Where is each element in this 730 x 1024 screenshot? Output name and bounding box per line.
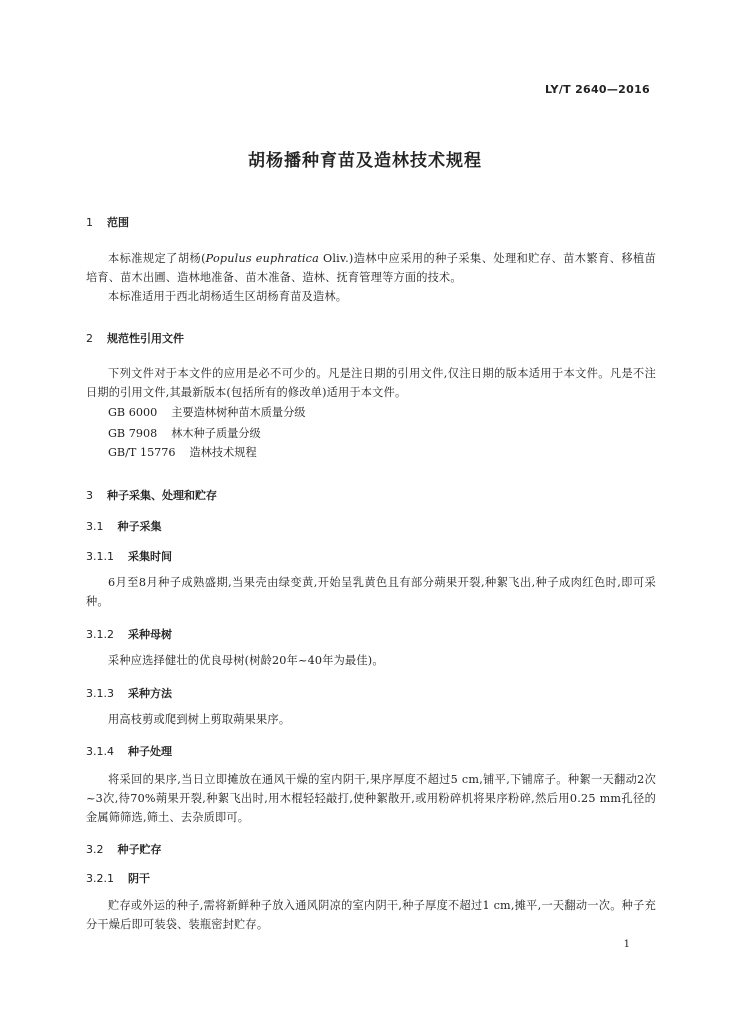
reference-item — [108, 444, 257, 460]
section-title: 采集时间 — [128, 550, 172, 563]
section-number: 1 — [86, 216, 93, 229]
section-3-1-3-paragraph: 用高枝剪或爬到树上剪取蒴果果序。 — [108, 713, 291, 726]
document-title: 胡杨播种育苗及造林技术规程 — [248, 151, 482, 171]
section-number: 3.2 — [86, 843, 104, 856]
standard-code: LY/T 2640—2016 — [544, 83, 650, 96]
section-title: 规范性引用文件 — [107, 332, 184, 345]
section-title: 范围 — [107, 216, 129, 229]
latin-name: Populus euphratica — [205, 252, 319, 265]
section-3-2-heading — [86, 841, 162, 857]
section-3-1-2-heading — [86, 626, 172, 642]
section-number: 3.2.1 — [86, 872, 114, 885]
section-title: 种子采集 — [117, 520, 162, 533]
scope-text-before: 本标准规定了胡杨( — [108, 252, 206, 265]
section-3-2-1-heading — [86, 870, 150, 886]
section-2-heading — [86, 330, 184, 346]
section-title: 采种母树 — [128, 628, 172, 641]
section-3-1-3-heading — [86, 685, 172, 701]
section-title: 种子贮存 — [117, 843, 162, 856]
section-2-paragraph: 下列文件对于本文件的应用是必不可少的。凡是注日期的引用文件,仅注日期的版本适用于本文件。凡是不注日期的引用文件,其最新版本(包括所有的修改单)适用于本文件。 — [86, 367, 656, 399]
section-title: 采种方法 — [128, 687, 172, 700]
section-1-paragraph-2: 本标准适用于西北胡杨适生区胡杨育苗及造林。 — [108, 290, 348, 303]
reference-code: GB/T 15776 — [108, 446, 176, 459]
section-number: 3.1.3 — [86, 687, 114, 700]
section-3-1-1-heading — [86, 548, 172, 564]
reference-code: GB 7908 — [108, 427, 158, 440]
section-3-heading — [86, 487, 217, 503]
section-title: 种子采集、处理和贮存 — [107, 489, 217, 502]
section-1-paragraph-1 — [86, 249, 656, 287]
section-title: 阴干 — [128, 872, 150, 885]
reference-name: 主要造林树种苗木质量分级 — [171, 406, 306, 419]
section-number: 2 — [86, 332, 93, 345]
reference-item — [108, 425, 261, 441]
section-1-heading — [86, 214, 129, 230]
section-number: 3.1 — [86, 520, 104, 533]
section-3-1-4-paragraph: 将采回的果序,当日立即摊放在通风干燥的室内阴干,果序厚度不超过5 cm,铺平,下铺席子。种絮一天翻动2次~3次,待70%蒴果开裂,种絮飞出时,用木棍轻轻敲打,使种絮散开,或用粉碎机将果序粉碎,然后用0.25 mm孔径的金属筛筛选,筛土、去杂质即可。 — [86, 773, 656, 824]
reference-name: 林木种子质量分级 — [171, 427, 261, 440]
section-3-1-heading — [86, 518, 162, 534]
scope-text-after: Oliv.)造林中应采用的种子采集、处理和贮存、苗木繁育、移植苗培育、苗木出圃、造林地准备、苗木准备、造林、抚育管理等方面的技术。 — [86, 252, 656, 284]
section-3-2-1-paragraph: 贮存或外运的种子,需将新鲜种子放入通风阴凉的室内阴干,种子厚度不超过1 cm,摊平,一天翻动一次。种子充分干燥后即可装袋、装瓶密封贮存。 — [86, 899, 656, 931]
section-number: 3.1.1 — [86, 550, 114, 563]
section-number: 3.1.4 — [86, 745, 114, 758]
section-number: 3.1.2 — [86, 628, 114, 641]
reference-name: 造林技术规程 — [189, 446, 257, 459]
section-3-1-1-paragraph: 6月至8月种子成熟盛期,当果壳由绿变黄,开始呈乳黄色且有部分蒴果开裂,种絮飞出,种子成肉红色时,即可采种。 — [86, 576, 656, 608]
reference-code: GB 6000 — [108, 406, 158, 419]
section-3-1-4-heading — [86, 743, 172, 759]
page-number: 1 — [623, 939, 630, 950]
section-3-1-2-paragraph: 采种应选择健壮的优良母树(树龄20年~40年为最佳)。 — [108, 654, 384, 667]
section-title: 种子处理 — [128, 745, 172, 758]
reference-item — [108, 404, 305, 420]
section-number: 3 — [86, 489, 93, 502]
